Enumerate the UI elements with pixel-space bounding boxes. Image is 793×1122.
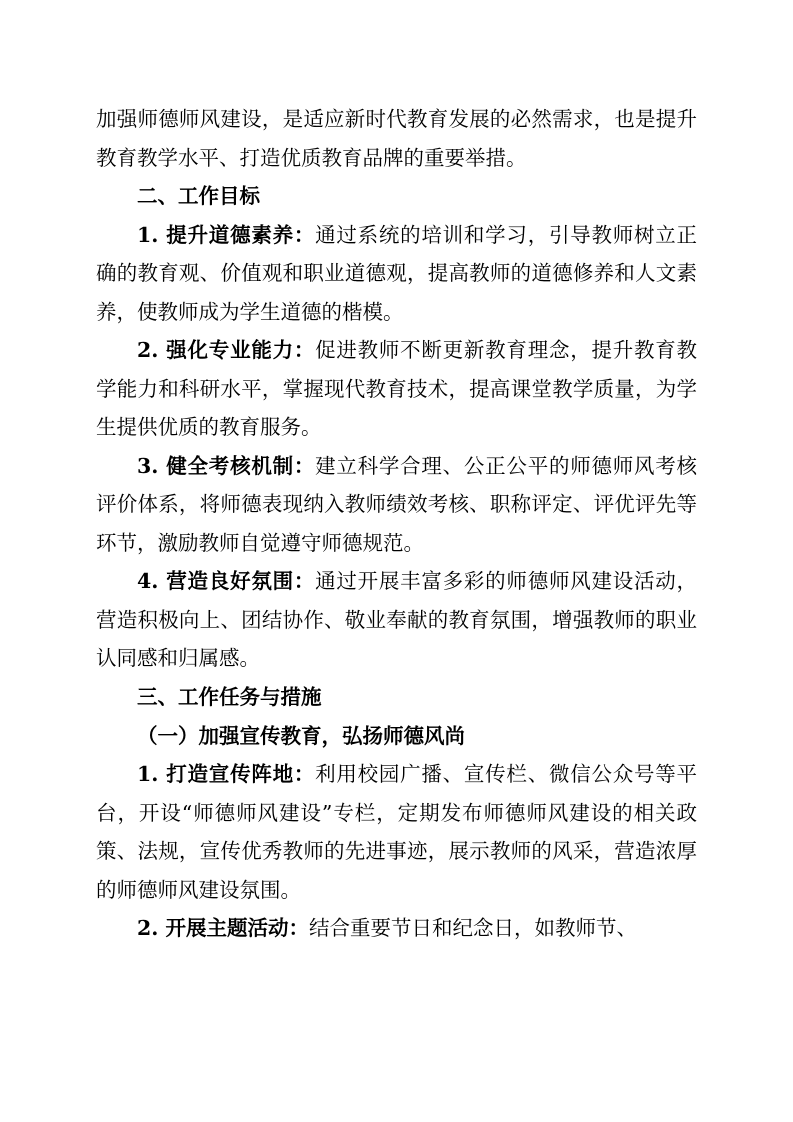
list-item-1-publicity-position [96, 755, 697, 909]
list-item-lead: 2. 开展主题活动： [137, 916, 310, 941]
list-item-text: 建立科学合理、公正公平的师德师风考核评价体系，将师德表现纳入教师绩效考核、职称评定、评优评先等环节，激励教师自觉遵守师德规范。 [96, 453, 697, 555]
heading-section-three: 三、工作任务与措施 [137, 684, 322, 709]
list-item-3-assessment-mechanism [96, 447, 697, 563]
list-item-text: 利用校园广播、宣传栏、微信公众号等平台，开设“师德师风建设”专栏，定期发布师德师风建设的相关政策、法规，宣传优秀教师的先进事迹，展示教师的风采，营造浓厚的师德师风建设氛围。 [96, 762, 697, 902]
document-body [96, 100, 697, 948]
list-item-text: 结合重要节日和纪念日，如教师节、 [309, 916, 638, 941]
list-item-lead: 1. 打造宣传阵地： [137, 762, 316, 787]
list-item-text: 促进教师不断更新教育理念，提升教育教学能力和科研水平，掌握现代教育技术，提高课堂教学质量，为学生提供优质的教育服务。 [96, 338, 697, 440]
list-item-text: 通过系统的培训和学习，引导教师树立正确的教育观、价值观和职业道德观，提高教师的道德修养和人文素养，使教师成为学生道德的楷模。 [96, 222, 697, 324]
list-item-4-good-atmosphere [96, 562, 697, 678]
list-item-1-moral-cultivation [96, 216, 697, 332]
heading-section-two: 二、工作目标 [137, 184, 260, 209]
list-item-2-theme-activities [96, 909, 697, 948]
subheading-part-one: （一）加强宣传教育，弘扬师德风尚 [137, 723, 465, 748]
list-item-lead: 1. 提升道德素养： [137, 222, 316, 247]
list-item-lead: 2. 强化专业能力： [137, 338, 316, 363]
paragraph-intro-continued: 加强师德师风建设，是适应新时代教育发展的必然需求，也是提升教育教学水平、打造优质教育品牌的重要举措。 [96, 107, 697, 170]
list-item-lead: 4. 营造良好氛围： [137, 569, 316, 594]
list-item-2-professional-ability [96, 331, 697, 447]
list-item-text: 通过开展丰富多彩的师德师风建设活动，营造积极向上、团结协作、敬业奉献的教育氛围，增强教师的职业认同感和归属感。 [96, 569, 697, 671]
list-item-lead: 3. 健全考核机制： [137, 453, 316, 478]
